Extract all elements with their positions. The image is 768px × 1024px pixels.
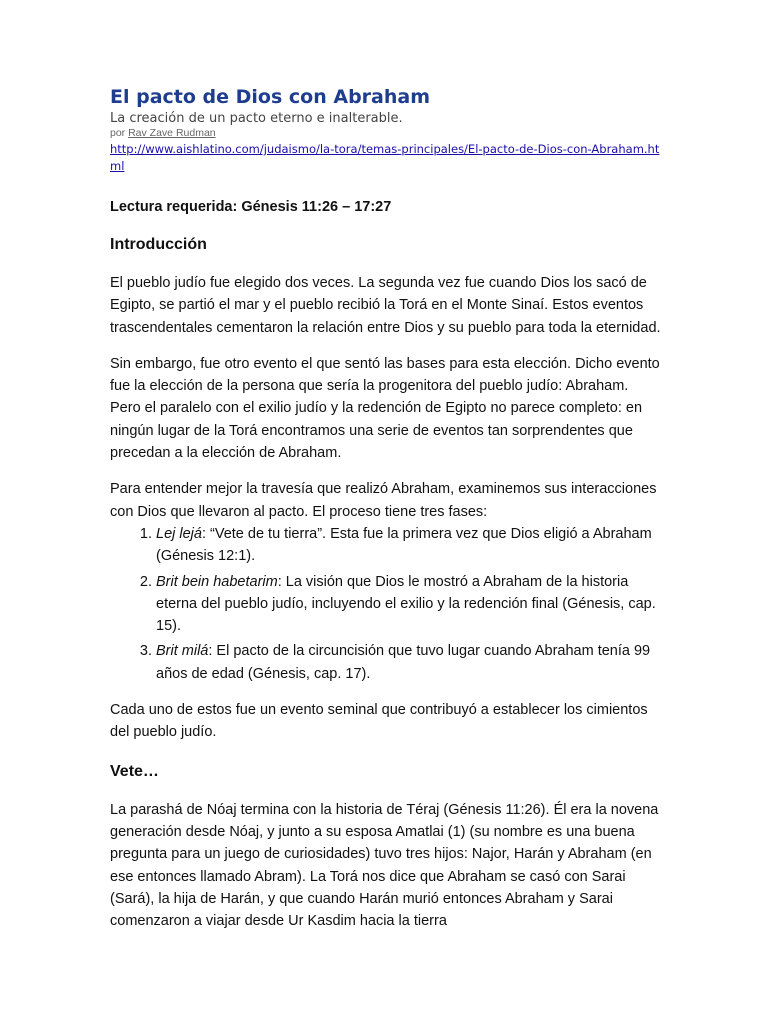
section-heading-introduccion: Introducción [110, 236, 207, 253]
paragraph: Cada uno de estos fue un evento seminal que contribuyó a establecer los cimientos del pueblo judío. [110, 702, 648, 741]
list-item [156, 523, 662, 568]
required-reading: Lectura requerida: Génesis 11:26 – 17:27 [110, 199, 392, 215]
list-item-term: Brit milá [156, 643, 209, 660]
list-item-text: : El pacto de la circuncisión que tuvo lugar cuando Abraham tenía 99 años de edad (Génesis, cap. 17). [156, 643, 651, 682]
article [110, 84, 662, 932]
author-link[interactable]: Rav Zave Rudman [128, 127, 216, 139]
list-item [156, 640, 662, 685]
list-item-text: : “Vete de tu tierra”. Esta fue la primera vez que Dios eligió a Abraham (Génesis 12:1). [156, 525, 652, 565]
phases-list [110, 523, 662, 685]
paragraph: El pueblo judío fue elegido dos veces. La segunda vez fue cuando Dios los sacó de Egipto, se partió el mar y el pueblo recibió la Torá en el Monte Sinaí. Estos eventos trascendentales cementaron la relación entre Dios y su pueblo para toda la eternidad. [110, 275, 661, 336]
source-url-link[interactable]: http://www.aishlatino.com/judaismo/la-tora/temas-principales/El-pacto-de-Dios-con-Abraham.html [110, 142, 660, 173]
list-item-term: Lej lejá [156, 525, 202, 542]
paragraph: Sin embargo, fue otro evento el que sentó las bases para esta elección. Dicho evento fue la elección de la persona que sería la progenitora del pueblo judío: Abraham. Pero el paralelo con el exilio judío y la redención de Egipto no parece completo: en ningún lugar de la Torá encontramos una serie de eventos tan sorprendentes que precedan a la elección de Abraham. [110, 355, 660, 462]
article-subtitle: La creación de un pacto eterno e inalterable. [110, 111, 403, 126]
paragraph: Para entender mejor la travesía que realizó Abraham, examinemos sus interacciones con Dios que llevaron al pacto. El proceso tiene tres fases: [110, 481, 657, 520]
byline-prefix: por [110, 127, 129, 139]
article-title: El pacto de Dios con Abraham [110, 86, 431, 108]
byline [110, 127, 662, 140]
paragraph: La parashá de Nóaj termina con la historia de Téraj (Génesis 11:26). Él era la novena generación desde Nóaj, y junto a su esposa Amatlai (1) (su nombre es una buena pregunta para un juego de curiosidades) tuvo tres hijos: Najor, Harán y Abraham (en ese entonces llamado Abram). La Torá nos dice que Abraham se casó con Sarai (Sará), la hija de Harán, y que cuando Harán murió entonces Abraham y Sarai comenzaron a viajar desde Ur Kasdim hacia la tierra [110, 801, 659, 930]
list-item [156, 571, 662, 638]
section-heading-vete: Vete… [110, 762, 159, 780]
list-item-term: Brit bein habetarim [156, 573, 278, 590]
list-item-text: : La visión que Dios le mostró a Abraham de la historia eterna del pueblo judío, incluyendo el exilio y la redención final (Génesis, cap. 15). [156, 573, 656, 635]
